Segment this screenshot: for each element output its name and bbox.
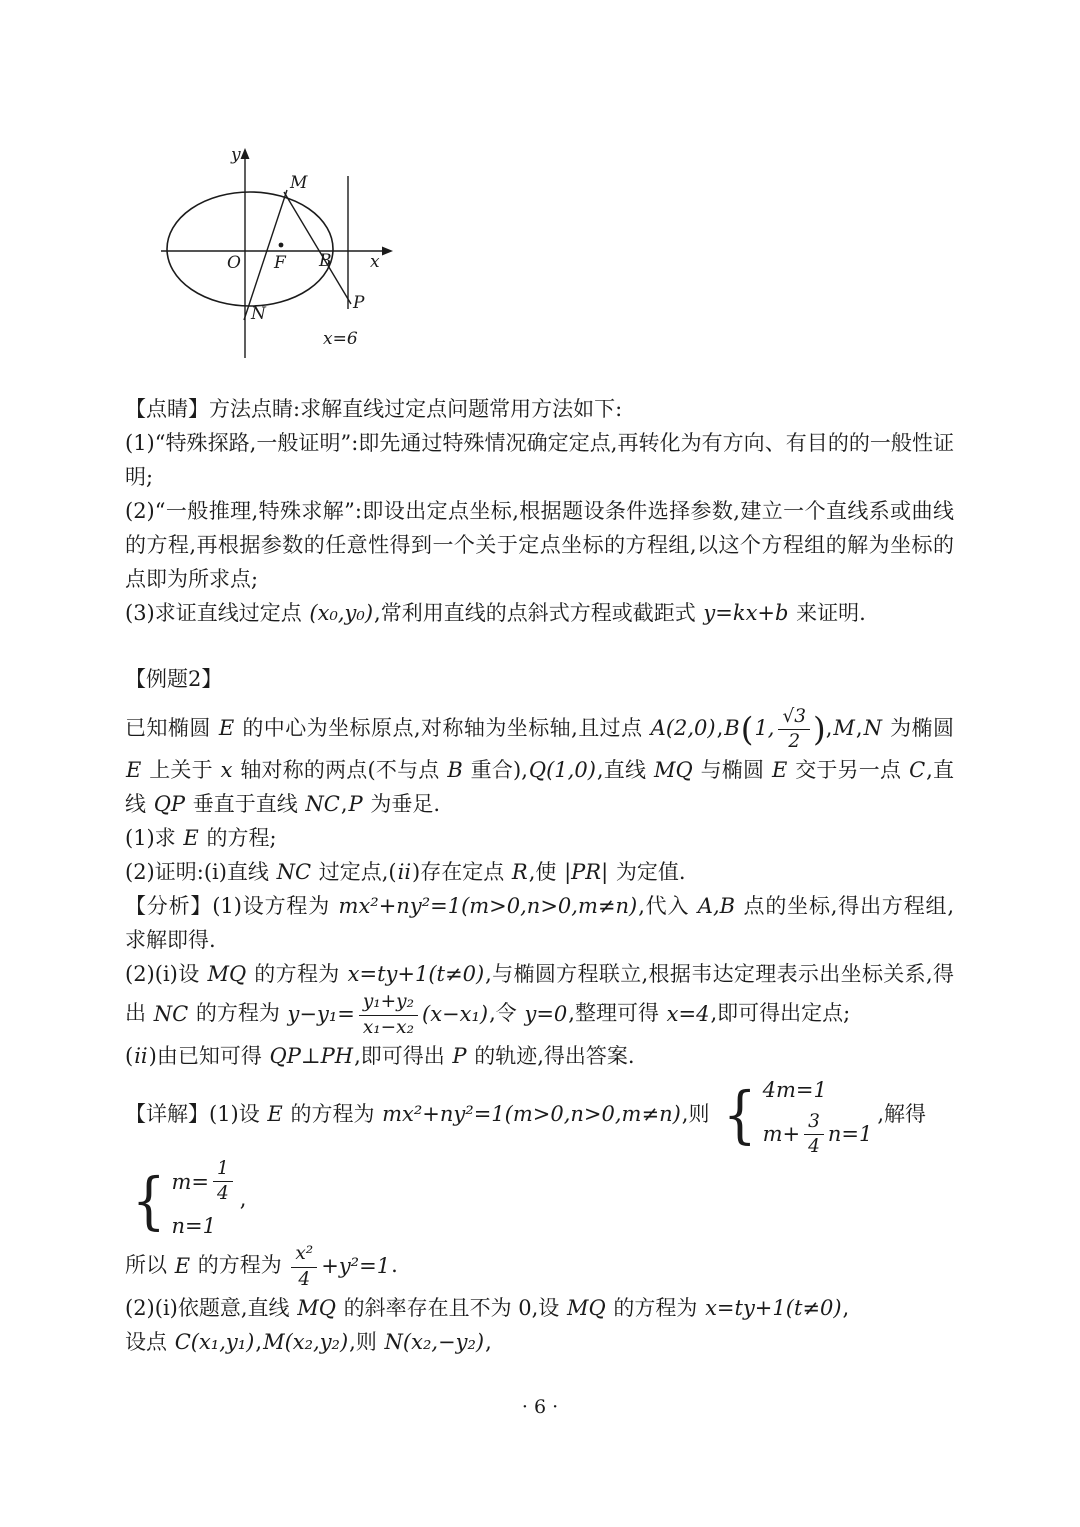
label-y-axis: y [231, 146, 241, 165]
big-parenthesis: ( [740, 710, 754, 749]
text-run: 点的坐标,得出方程组,求解即得. [125, 894, 954, 953]
text-run: , [842, 1295, 850, 1320]
big-parenthesis: ) [813, 710, 826, 749]
label-point-B: B [319, 251, 332, 271]
text-run: 的斜率存在且不为 0,设 [336, 1295, 566, 1320]
text-run: 的方程为 [283, 1101, 382, 1126]
text-run: 【例题2】 [125, 667, 223, 691]
text-run: 所以 [125, 1253, 174, 1278]
fraction [213, 1158, 233, 1205]
fraction [778, 706, 810, 753]
text-run: 已知椭圆 [125, 716, 218, 741]
text-run: 垂直于直线 [186, 792, 305, 817]
math-text: M [833, 716, 855, 741]
y-axis-arrow-icon [241, 148, 250, 159]
cases-brace: { [131, 1163, 166, 1237]
text-run: ,即可得出 [354, 1043, 452, 1068]
text-run: 轴对称的两点(不与点 [233, 758, 447, 783]
cases-row [762, 1073, 874, 1107]
text-run: 的方程; [199, 826, 277, 851]
math-text: N [863, 716, 882, 741]
text-run: 与椭圆 [693, 758, 772, 783]
text-run: , [340, 792, 348, 817]
math-text: x=ty+1(t≠0) [347, 962, 485, 987]
fraction-numerator: x² [291, 1243, 317, 1267]
solution-1-result [125, 1158, 954, 1243]
math-text: 1, [754, 716, 775, 741]
label-point-P: P [353, 293, 365, 313]
fraction-denominator: 4 [298, 1268, 311, 1290]
math-text: ii [397, 860, 412, 885]
math-text: M(x₂,y₂) [263, 1329, 349, 1354]
math-text: Q(1,0) [528, 758, 596, 783]
analysis-2ii [125, 1039, 954, 1073]
math-text: (x₀,y₀) [309, 601, 374, 625]
analysis-1 [125, 889, 954, 957]
text-run: ,解得 [877, 1101, 927, 1126]
math-text: P [452, 1043, 467, 1068]
ellipse-diagram-svg [153, 146, 453, 374]
cases-row [170, 1158, 235, 1205]
ellipse-figure [153, 146, 453, 378]
text-run: ,常利用直线的点斜式方程或截距式 [374, 601, 703, 625]
system-of-equations [720, 1073, 873, 1158]
text-run: 过定点,( [312, 860, 397, 885]
math-text: A(2,0) [650, 716, 716, 741]
text-run: 来证明. [789, 601, 866, 625]
text-run: ,即可得出定点; [710, 1001, 851, 1026]
math-text: NC [305, 792, 340, 817]
math-text: N(x₂,−y₂) [384, 1329, 485, 1354]
label-origin-O: O [227, 253, 241, 273]
math-text: x=ty+1(t≠0) [705, 1295, 842, 1320]
fraction-numerator: √3 [778, 706, 810, 730]
text-run: )存在定点 [412, 860, 511, 885]
text-run: . [391, 1253, 398, 1278]
math-text: NC [153, 1001, 189, 1026]
method-1 [125, 426, 954, 494]
fraction-denominator: 4 [808, 1135, 820, 1157]
fraction [291, 1243, 317, 1290]
text-run: (1)求 [125, 826, 183, 851]
fraction-numerator: 1 [213, 1158, 233, 1182]
math-text: E [218, 716, 235, 741]
text-run: (1)“特殊探路,一般证明”:即先通过特殊情况确定定点,再转化为有方向、有目的的一般性证明; [125, 431, 954, 489]
fraction-numerator: y₁+y₂ [359, 991, 418, 1015]
math-text: C [909, 758, 926, 783]
text-run: , [825, 716, 833, 741]
ellipse-curve [167, 192, 333, 306]
math-text: |PR| [564, 860, 609, 885]
text-run: (2)(i)设 [125, 962, 207, 987]
math-text: x [220, 758, 233, 783]
fraction-denominator: 2 [788, 731, 801, 753]
math-text: NC [276, 860, 312, 885]
text-run: 的轨迹,得出答案. [467, 1043, 635, 1068]
text-run: ,使 [528, 860, 564, 885]
text-run: 设点 [125, 1329, 174, 1354]
math-text: n=1 [827, 1122, 873, 1147]
math-text: MQ [207, 962, 247, 987]
math-text: E [267, 1101, 283, 1126]
math-text: 4m=1 [762, 1077, 827, 1102]
math-text: m+ [762, 1122, 801, 1147]
text-run: , [716, 716, 724, 741]
math-text: A,B [697, 894, 736, 919]
text-run: 【点睛】方法点睛:求解直线过定点问题常用方法如下: [125, 397, 623, 421]
math-text: (x−x₁) [422, 1001, 489, 1026]
math-text: mx²+ny²=1(m>0,n>0,m≠n) [338, 894, 638, 919]
text-run: ,则 [681, 1101, 717, 1126]
focus-point-F [279, 243, 284, 248]
label-focus-F: F [274, 253, 286, 273]
math-text: MQ [654, 758, 693, 783]
system-of-equations [129, 1158, 236, 1243]
label-point-N: N [251, 304, 266, 324]
cases-rows [170, 1158, 235, 1243]
solution-1-equation [125, 1243, 954, 1290]
math-text: B [724, 716, 740, 741]
math-text: C(x₁,y₁) [174, 1329, 255, 1354]
solution-2i-line1 [125, 1291, 954, 1325]
text-run: ,代入 [638, 894, 697, 919]
text-run: 为椭圆 [882, 716, 954, 741]
math-text: MQ [297, 1295, 336, 1320]
text-run: ,与椭圆方程联立,根据韦达定理表示出坐标关系,得出 [125, 962, 954, 1026]
math-text: E [126, 758, 142, 783]
method-3 [125, 596, 954, 630]
text-run: , [255, 1329, 263, 1354]
text-run: (2)“一般推理,特殊求解”:即设出定点坐标,根据题设条件选择参数,建立一个直线系或曲线的方程,再根据参数的任意性得到一个关于定点坐标的方程组,以这个方程组的解为坐标的点即为所求点; [125, 499, 954, 591]
math-text: MQ [566, 1295, 606, 1320]
text-run: 的方程为 [606, 1295, 705, 1320]
line-MP [284, 192, 351, 304]
solution-1 [125, 1073, 954, 1158]
text-run: 的方程为 [191, 1253, 289, 1278]
text-run: ,直线 [596, 758, 653, 783]
cases-row [762, 1111, 874, 1158]
analysis-2i [125, 957, 954, 1038]
text-run: 的方程为 [247, 962, 347, 987]
math-text: n=1 [171, 1214, 216, 1239]
text-run: 的中心为坐标原点,对称轴为坐标轴,且过点 [235, 716, 650, 741]
math-text: y=0 [524, 1001, 568, 1026]
math-text: E [183, 826, 199, 851]
text-run: (2)证明:(i)直线 [125, 860, 276, 885]
text-run: 的方程为 [189, 1001, 287, 1026]
text-run: ,令 [489, 1001, 524, 1026]
text-run: ( [125, 1043, 134, 1068]
text-run: ,整理可得 [568, 1001, 666, 1026]
cases-row [170, 1209, 235, 1243]
label-vline-x6: x=6 [323, 329, 358, 349]
math-text: y−y₁= [287, 1001, 355, 1026]
text-run: 【分析】(1)设方程为 [125, 894, 338, 919]
math-text: E [174, 1253, 191, 1278]
fraction [804, 1111, 824, 1158]
fraction-numerator: 3 [804, 1111, 824, 1135]
math-text: x=4 [666, 1001, 710, 1026]
text-run: )由已知可得 [148, 1043, 269, 1068]
text-run: 为垂足. [363, 792, 441, 817]
math-text: QP [153, 792, 186, 817]
document-body [125, 392, 954, 1359]
text-run: 交于另一点 [788, 758, 909, 783]
math-text: R [511, 860, 528, 885]
text-run: , [485, 1329, 492, 1354]
text-run: , [855, 716, 863, 741]
question-1 [125, 821, 954, 855]
cases-rows [762, 1073, 874, 1158]
text-run: 【详解】(1)设 [125, 1101, 267, 1126]
method-2 [125, 494, 954, 596]
fraction-denominator: 4 [216, 1183, 229, 1205]
math-text: P [348, 792, 363, 817]
math-text: QP⊥PH [269, 1043, 354, 1068]
math-text: mx²+ny²=1(m>0,n>0,m≠n) [382, 1101, 681, 1126]
fraction [359, 991, 418, 1038]
text-run: 重合), [463, 758, 528, 783]
example-2-problem [125, 706, 954, 821]
text-run: (3)求证直线过定点 [125, 601, 309, 625]
label-point-M: M [290, 173, 308, 193]
dianjing-heading [125, 392, 954, 426]
cases-brace: { [723, 1078, 757, 1152]
math-text: m= [171, 1169, 209, 1194]
text-run: 上关于 [142, 758, 220, 783]
example-2-heading [125, 662, 954, 696]
text-run: (2)(i)依题意,直线 [125, 1295, 297, 1320]
math-text: E [772, 758, 788, 783]
text-run: 为定值. [609, 860, 686, 885]
math-text: y=kx+b [703, 601, 789, 625]
page-number: · 6 · [521, 1396, 559, 1418]
fraction-denominator: x₁−x₂ [362, 1016, 414, 1038]
question-2 [125, 855, 954, 889]
math-text: ii [134, 1043, 148, 1068]
solution-2i-line2 [125, 1325, 954, 1359]
text-run: ,直线 [125, 758, 955, 817]
label-x-axis: x [370, 252, 380, 272]
x-axis-arrow-icon [382, 247, 393, 256]
text-run: ,则 [349, 1329, 384, 1354]
math-text: B [447, 758, 463, 783]
math-text: +y²=1 [321, 1253, 391, 1278]
text-run: , [239, 1187, 247, 1212]
